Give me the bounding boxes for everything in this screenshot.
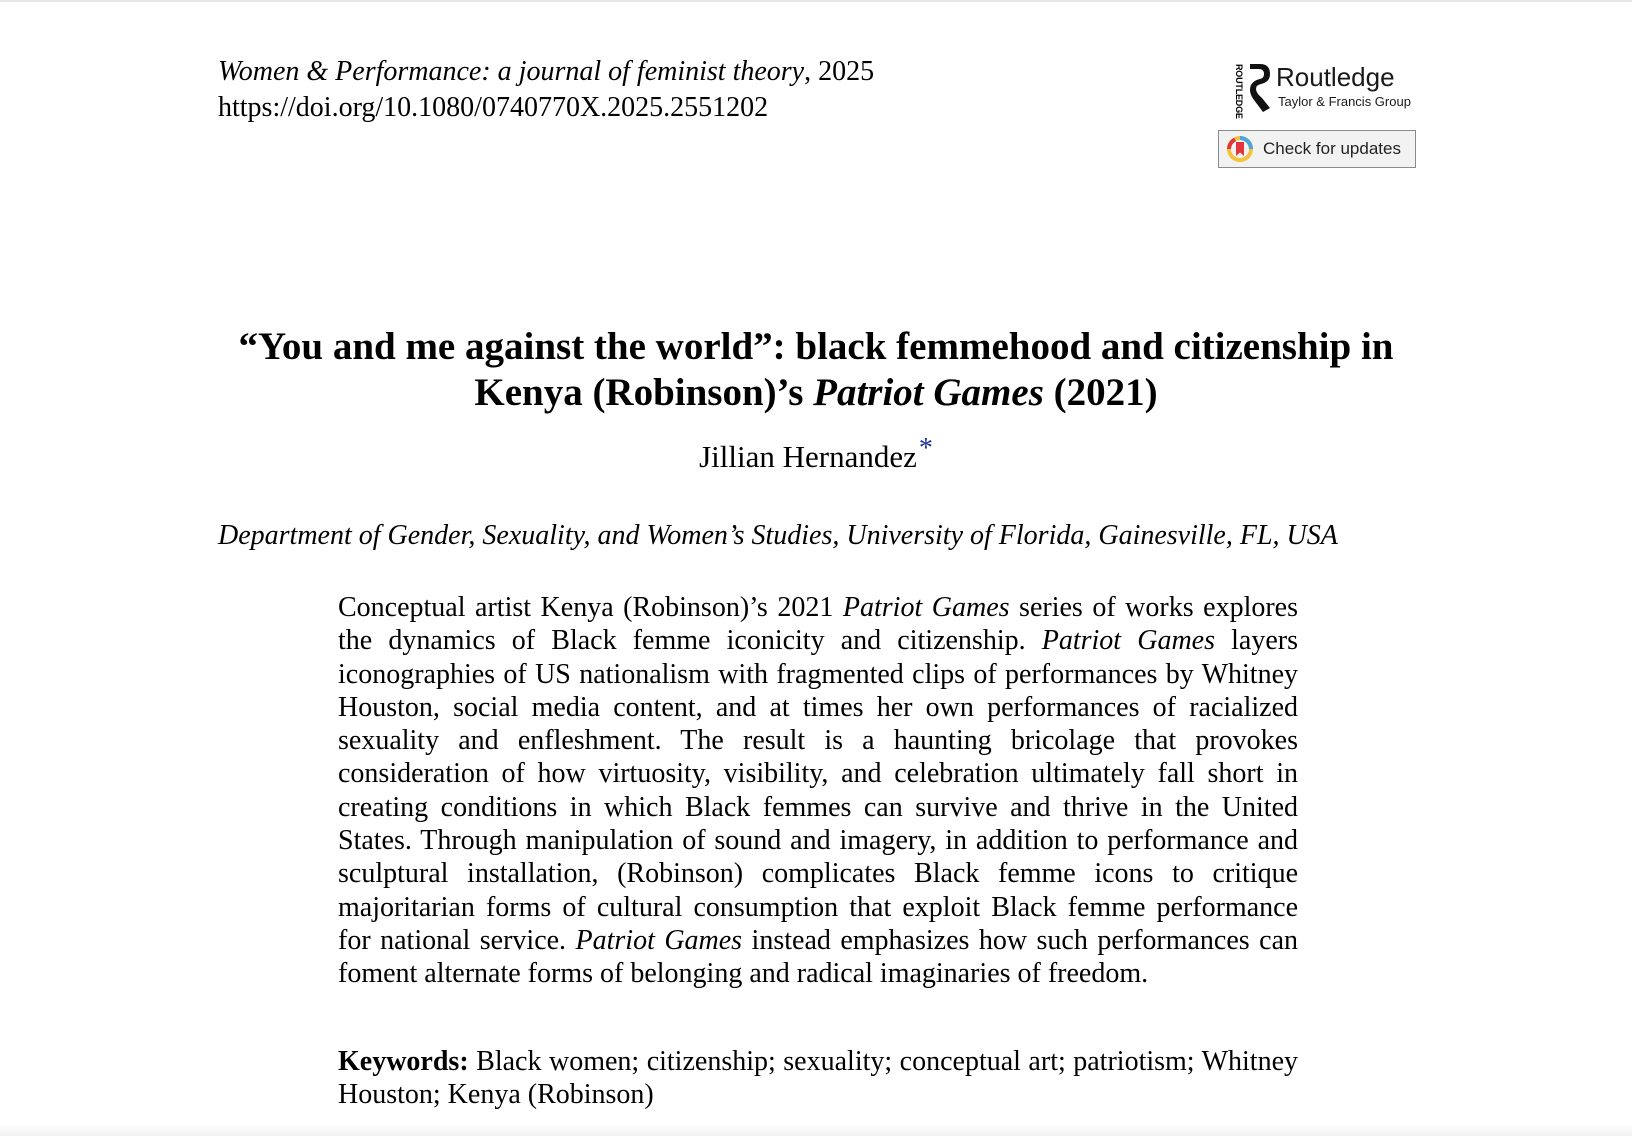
author-footnote-link[interactable]: * [918, 433, 933, 464]
doi-link[interactable]: https://doi.org/10.1080/0740770X.2025.2551202 [218, 92, 769, 123]
journal-citation [218, 54, 874, 90]
title-italic-work: Patriot Games [813, 371, 1044, 414]
abstract [338, 591, 1298, 991]
title-part-2: (2021) [1043, 371, 1158, 414]
author-affiliation: Department of Gender, Sexuality, and Women’s Studies, University of Florida, Gainesville, FL, USA [218, 520, 1338, 551]
author-name: Jillian Hernandez [699, 439, 917, 474]
keywords-label: Keywords: [338, 1046, 469, 1077]
routledge-r-icon [1246, 60, 1272, 114]
publisher-name: Routledge [1276, 62, 1395, 92]
journal-year: , 2025 [804, 56, 875, 87]
journal-name: Women & Performance: a journal of feminist theory [218, 56, 805, 87]
page-bottom-edge [0, 1124, 1632, 1136]
publisher-logo[interactable] [1232, 60, 1432, 119]
abstract-text-1: Conceptual artist Kenya (Robinson)’s 2021 [338, 592, 843, 623]
author-line [180, 433, 1452, 478]
crossmark-icon [1227, 136, 1253, 162]
article-title [180, 324, 1452, 416]
keywords [338, 1045, 1298, 1112]
abstract-italic-1: Patriot Games [842, 592, 1010, 623]
abstract-text-2: series of works explores the dynamics of Black femme iconicity and citizenship. [338, 592, 1299, 657]
check-for-updates-button[interactable] [1218, 130, 1416, 168]
abstract-text-4: instead emphasizes how such performances can foment alternate forms of belonging and radical imaginaries of freedom. [338, 924, 1299, 990]
check-for-updates-label: Check for updates [1263, 139, 1401, 158]
abstract-italic-2: Patriot Games [1041, 625, 1215, 657]
abstract-text-3: layers iconographies of US nationalism with fragmented clips of performances by Whitney Houston, social media content, and at times her own performances of racialized sexuality and enfleshment. The result is a haunting bricolage that provokes consideration of how virtuosity, visibility, and celebration ultimately fall short in creating conditions in which Black femmes can survive and thrive in the United States. Through manipulation of sound and imagery, in addition to performance and sculptural installation, (Robinson) complicates Black femme icons to critique majoritarian forms of cultural consumption that exploit Black femme performance for national service. [338, 625, 1298, 956]
publisher-vertical-text: ROUTLEDGE [1234, 64, 1244, 119]
publisher-vertical-mark [1232, 62, 1246, 119]
keywords-list: Black women; citizenship; sexuality; conceptual art; patriotism; Whitney Houston; Kenya (Robinson) [338, 1046, 1298, 1111]
abstract-italic-3: Patriot Games [575, 924, 743, 956]
publisher-group: Taylor & Francis Group [1278, 94, 1411, 109]
title-part-1: “You and me against the world”: black femmehood and citizenship in Kenya (Robinson)’s [238, 325, 1394, 414]
